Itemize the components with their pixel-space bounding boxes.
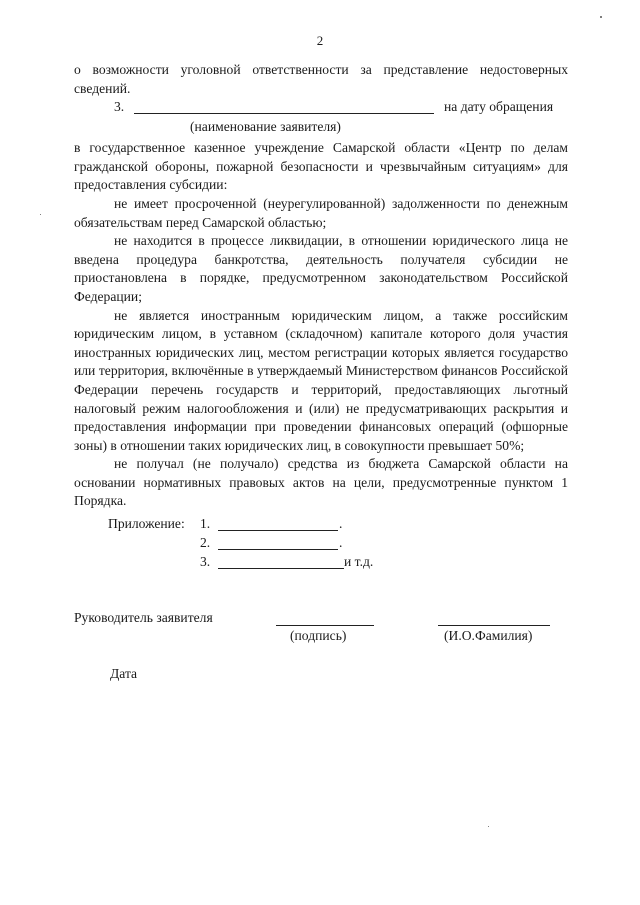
document-body — [74, 61, 568, 572]
attachment-label: Приложение: — [108, 516, 185, 532]
item-3-suffix: на дату обращения — [444, 99, 554, 115]
scan-speck — [600, 16, 602, 18]
attachment-1-blank — [218, 517, 338, 531]
attachment-2-blank — [218, 536, 338, 550]
condition-1: не имеет просроченной (неурегулированной) задолженности по денежным обязательствам перед Самарской областью; — [74, 195, 568, 230]
item-3-number: 3. — [114, 99, 125, 115]
condition-4: не получал (не получало) средства из бюджета Самарской области на основании нормативных правовых актов на цели, предусмотренные пунктом 1 Порядка. — [74, 456, 568, 509]
attachment-1-number: 1. — [200, 516, 211, 532]
condition-3: не является иностранным юридическим лицом, а также российским юридическим лицом, в уставном (складочном) капитале которого доля участия иностранных юридических лиц, местом регистрации которых является государство или территория, включённые в утверждаемый Министерством финансов Российской Федерации перечень государств и территорий, предоставляющих льготный налоговый режим налогообложения и (или) не предусматривающих раскрытия и предоставления информации при проведении финансовых операций (офшорные зоны) в отношении таких юридических лиц, в совокупности превышает 50%; — [74, 307, 568, 453]
page-number: 2 — [316, 33, 324, 48]
attachment-3-blank — [218, 555, 344, 569]
name-blank — [438, 612, 550, 626]
main-paragraph: в государственное казенное учреждение Самарской области «Центр по делам гражданской обороны, пожарной безопасности и чрезвычайным ситуациям» для предоставления субсидии: — [74, 140, 568, 193]
attachment-1-end: . — [339, 516, 343, 532]
signature-blank — [276, 612, 374, 626]
scan-speck — [40, 214, 41, 215]
date-label: Дата — [110, 666, 138, 681]
attachment-3-end: и т.д. — [344, 554, 374, 570]
intro-paragraph: о возможности уголовной ответственности за представление недостоверных сведений. — [74, 62, 568, 96]
name-caption: (И.О.Фамилия) — [444, 628, 533, 643]
scan-speck — [488, 826, 489, 827]
attachment-2-end: . — [339, 535, 343, 551]
condition-2: не находится в процессе ликвидации, в отношении юридического лица не введена процедура банкротства, деятельность получателя субсидии не приостановлена в порядке, предусмотренном законодательством Российской Федерации; — [74, 233, 568, 304]
applicant-caption: (наименование заявителя) — [190, 119, 341, 135]
item-3-line — [74, 98, 568, 117]
attachment-2-number: 2. — [200, 535, 211, 551]
applicant-name-blank — [134, 100, 434, 114]
signature-caption: (подпись) — [290, 628, 347, 643]
attachment-3-number: 3. — [200, 554, 211, 570]
attachment-row-2 — [74, 534, 568, 553]
attachment-row-3 — [74, 553, 568, 572]
applicant-caption-row — [74, 117, 568, 137]
signature-role: Руководитель заявителя — [74, 610, 213, 625]
attachment-row-1 — [74, 515, 568, 534]
